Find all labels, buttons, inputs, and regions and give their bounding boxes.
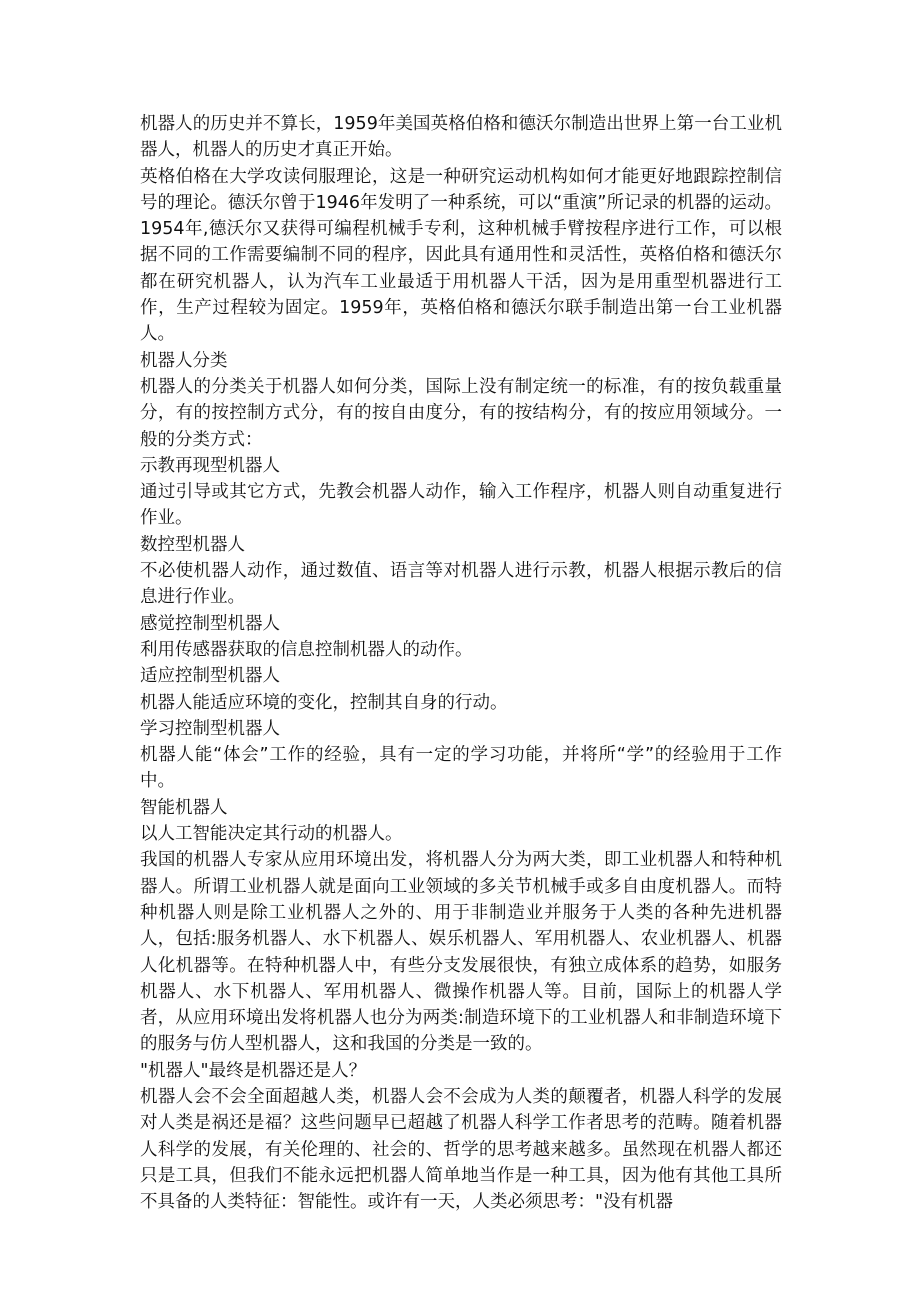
- heading-machine-or-human: "机器人"最终是机器还是人？: [140, 1060, 367, 1081]
- paragraph-intelligent-robot: 以人工智能决定其行动的机器人。: [140, 824, 403, 845]
- heading-classification: 机器人分类: [140, 350, 228, 371]
- paragraph-learning-control-robot: 机器人能“体会”工作的经验，具有一定的学习功能，并将所“学”的经验用于工作中。: [140, 745, 782, 792]
- paragraph-numerical-control-robot: 不必使机器人动作，通过数值、语言等对机器人进行示教，机器人根据示教后的信息进行作业。: [140, 561, 782, 608]
- paragraph-classification-intro: 机器人的分类关于机器人如何分类，国际上没有制定统一的标准，有的按负载重量分，有的按控制方式分，有的按自由度分，有的按结构分，有的按应用领域分。一般的分类方式：: [140, 376, 782, 450]
- paragraph-sensory-control-robot: 利用传感器获取的信息控制机器人的动作。: [140, 639, 473, 660]
- heading-sensory-control-robot: 感觉控制型机器人: [140, 613, 280, 634]
- paragraph-machine-or-human: 机器人会不会全面超越人类，机器人会不会成为人类的颠覆者，机器人科学的发展对人类是祸还是福？这些问题早已超越了机器人科学工作者思考的范畴。随着机器人科学的发展，有关伦理的、社会的、哲学的思考越来越多。虽然现在机器人都还只是工具，但我们不能永远把机器人简单地当作是一种工具，因为他有其他工具所不具备的人类特征：智能性。或许有一天，人类必须思考："没有机器: [140, 1086, 782, 1213]
- paragraph-teach-playback-robot: 通过引导或其它方式，先教会机器人动作，输入工作程序，机器人则自动重复进行作业。: [140, 482, 782, 529]
- heading-learning-control-robot: 学习控制型机器人: [140, 718, 280, 739]
- paragraph-china-classification: 我国的机器人专家从应用环境出发，将机器人分为两大类，即工业机器人和特种机器人。所谓工业机器人就是面向工业领域的多关节机械手或多自由度机器人。而特种机器人则是除工业机器人之外的、用于非制造业并服务于人类的各种先进机器人，包括:服务机器人、水下机器人、娱乐机器人、军用机器人、农业机器人、机器人化机器等。在特种机器人中，有些分支发展很快，有独立成体系的趋势，如服务机器人、水下机器人、军用机器人、微操作机器人等。目前，国际上的机器人学者，从应用环境出发将机器人也分为两类:制造环境下的工业机器人和非制造环境下的服务与仿人型机器人，这和我国的分类是一致的。: [140, 850, 782, 1055]
- paragraph-history-intro: 机器人的历史并不算长，1959年美国英格伯格和德沃尔制造出世界上第一台工业机器人，机器人的历史才真正开始。: [140, 114, 782, 161]
- paragraph-history-detail: 英格伯格在大学攻读伺服理论，这是一种研究运动机构如何才能更好地跟踪控制信号的理论。德沃尔曾于1946年发明了一种系统，可以“重演”所记录的机器的运动。1954年,德沃尔又获得可编程机械手专利，这种机械手臂按程序进行工作，可以根据不同的工作需要编制不同的程序，因此具有通用性和灵活性，英格伯格和德沃尔都在研究机器人，认为汽车工业最适于用机器人干活，因为是用重型机器进行工作，生产过程较为固定。1959年，英格伯格和德沃尔联手制造出第一台工业机器人。: [140, 166, 782, 345]
- heading-teach-playback-robot: 示教再现型机器人: [140, 455, 280, 476]
- paragraph-adaptive-control-robot: 机器人能适应环境的变化，控制其自身的行动。: [140, 692, 508, 713]
- heading-numerical-control-robot: 数控型机器人: [140, 534, 245, 555]
- heading-adaptive-control-robot: 适应控制型机器人: [140, 666, 280, 687]
- document-body: [140, 111, 782, 1215]
- heading-intelligent-robot: 智能机器人: [140, 797, 228, 818]
